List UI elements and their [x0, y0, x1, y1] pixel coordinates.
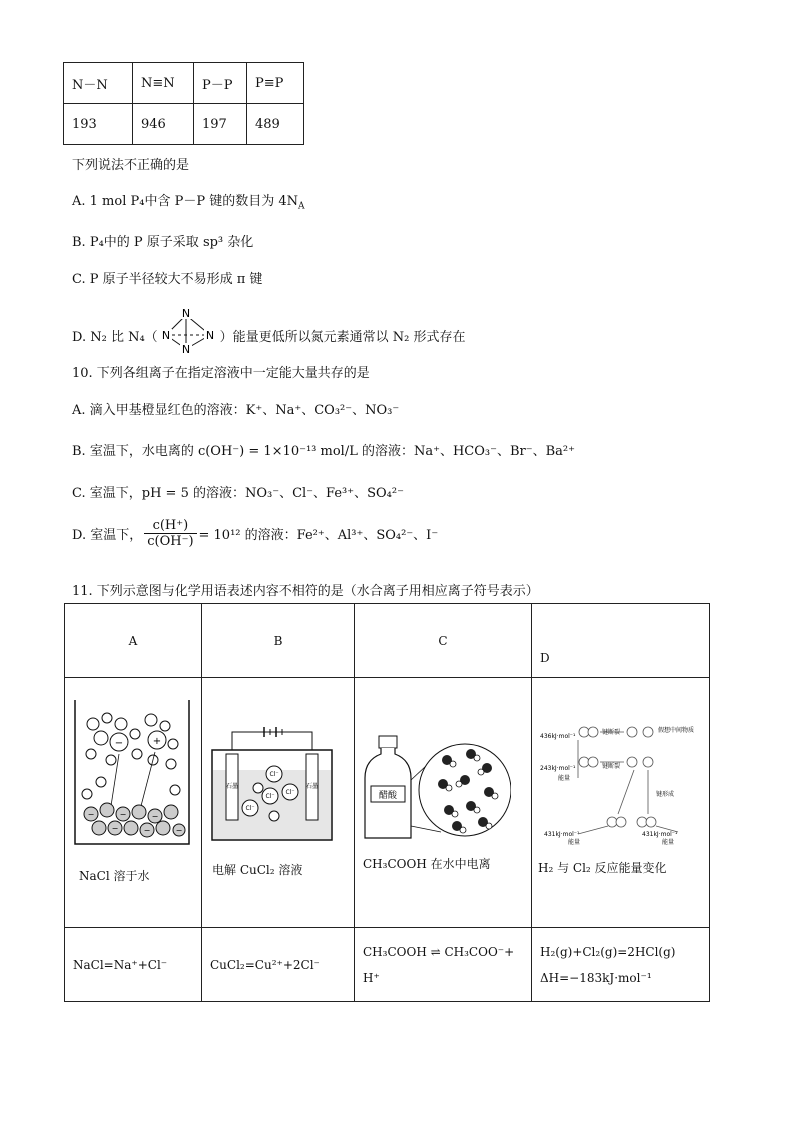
ion-label: Cl⁻ — [285, 789, 295, 796]
bottle-label: 醋酸 — [378, 791, 398, 801]
fraction-denominator: c(OH⁻) — [147, 534, 194, 549]
table-row — [65, 678, 710, 928]
q9-a-prefix: A. 1 mol — [72, 194, 131, 209]
energy-label-h2: 436kJ·mol⁻¹ — [540, 733, 576, 740]
caption-b: 电解 CuCl₂ 溶液 — [212, 863, 303, 877]
diagram-cell-b — [202, 678, 355, 928]
q9-a-sub: A — [298, 201, 305, 212]
q9-d-suffix: ）能量更低所以氮元素通常以 N₂ 形式存在 — [219, 329, 466, 345]
svg-text:−: − — [175, 826, 183, 835]
table-header-cell: P－P — [194, 63, 247, 104]
q9-b-formula: P₄ — [89, 235, 104, 250]
equation-c-line2: H⁺ — [363, 970, 380, 985]
q10-option-b: B. 室温下，水电离的 c(OH⁻) = 1×10⁻¹³ mol/L 的溶液：Na⁺、HCO₃⁻、Br⁻、Ba²⁺ — [72, 444, 575, 459]
svg-text:−: − — [119, 810, 127, 819]
hcl-energy-label: 431kJ·mol⁻¹ — [544, 831, 580, 838]
break-label: 键断裂 — [602, 729, 621, 736]
electrode-label: 石墨 — [305, 783, 319, 790]
svg-text:−: − — [151, 812, 159, 821]
table-cell: 197 — [194, 104, 247, 145]
caption-c: CH₃COOH 在水中电离 — [363, 857, 491, 871]
q11-comparison-table — [64, 603, 710, 1002]
table-cell: 946 — [133, 104, 194, 145]
q10-option-a: A. 滴入甲基橙显红色的溶液：K⁺、Na⁺、CO₃²⁻、NO₃⁻ — [72, 403, 400, 418]
q9-b-text: 中的 P 原子采取 sp³ 杂化 — [103, 235, 254, 250]
acetic-acid-ionization-diagram — [361, 734, 511, 844]
equation-c-line1: CH₃COOH ⇌ CH₃COO⁻+ — [363, 944, 515, 959]
q9-stem: 下列说法不正确的是 — [72, 158, 190, 173]
hypo-label: 假想中间物质 — [658, 727, 695, 734]
q10-d-prefix: D. 室温下， — [72, 528, 143, 543]
equation-d-line1: H₂(g)+Cl₂(g)=2HCl(g) — [540, 944, 676, 959]
q9-option-d — [72, 307, 466, 357]
n4-tetrahedron-diagram — [158, 307, 220, 357]
equation-d-line2: ΔH=−183kJ·mol⁻¹ — [540, 970, 652, 985]
energy-word: 能量 — [558, 775, 571, 782]
table-cell: 489 — [247, 104, 304, 145]
ion-label: Cl⁻ — [245, 805, 255, 812]
table-header-cell: N－N — [64, 63, 133, 104]
release-label: 能量 — [568, 839, 581, 846]
break-label: 键断裂 — [602, 763, 621, 770]
ion-label: Cl⁻ — [269, 771, 279, 778]
form-label: 键形成 — [656, 791, 675, 798]
fraction-numerator: c(H⁺) — [144, 518, 196, 534]
q9-option-c: C. P 原子半径较大不易形成 π 键 — [72, 272, 263, 287]
q10-d-suffix: = 10¹² 的溶液：Fe²⁺、Al³⁺、SO₄²⁻、I⁻ — [198, 528, 439, 543]
equation-cell-d — [532, 928, 710, 1002]
svg-text:−: − — [114, 738, 124, 749]
q9-option-b — [72, 231, 253, 250]
electrode-label: 石墨 — [225, 783, 239, 790]
diagram-cell-d — [532, 678, 710, 928]
table-row — [64, 104, 304, 145]
q9-d-prefix: D. N₂ 比 N₄（ — [72, 329, 158, 345]
table-header-cell: C — [355, 604, 532, 678]
equation-cell-a: NaCl=Na⁺+Cl⁻ — [65, 928, 202, 1002]
q10-option-c: C. 室温下，pH = 5 的溶液：NO₃⁻、Cl⁻、Fe³⁺、SO₄²⁻ — [72, 486, 404, 501]
q9-option-a — [72, 190, 305, 212]
table-header-cell: B — [202, 604, 355, 678]
q10-stem: 10. 下列各组离子在指定溶液中一定能大量共存的是 — [72, 366, 370, 381]
energy-label-cl2: 243kJ·mol⁻¹ — [540, 765, 576, 772]
release-label: 能量 — [662, 839, 675, 846]
table-header-cell: N≡N — [133, 63, 194, 104]
n4-atom-label: N — [181, 307, 190, 320]
table-cell: 193 — [64, 104, 133, 145]
concentration-fraction — [144, 518, 196, 549]
svg-text:+: + — [152, 736, 162, 747]
ion-label: Cl⁻ — [265, 793, 275, 800]
nacl-dissolution-diagram — [71, 694, 193, 854]
table-row — [65, 928, 710, 1002]
q10-option-d — [72, 518, 438, 549]
table-header-cell: P≡P — [247, 63, 304, 104]
q9-a-formula: P₄ — [130, 194, 145, 209]
table-row — [65, 604, 710, 678]
svg-text:−: − — [143, 826, 151, 835]
diagram-cell-a — [65, 678, 202, 928]
bond-energy-table — [63, 62, 304, 145]
hcl-energy-label: 431kJ·mol⁻¹ — [642, 831, 678, 838]
caption-a: NaCl 溶于水 — [79, 869, 150, 883]
electrolysis-diagram — [208, 724, 336, 844]
h2-cl2-energy-diagram — [538, 718, 698, 848]
caption-d: H₂ 与 Cl₂ 反应能量变化 — [538, 861, 667, 875]
svg-text:−: − — [87, 810, 95, 819]
q9-b-prefix: B. — [72, 235, 90, 250]
equation-cell-b: CuCl₂=Cu²⁺+2Cl⁻ — [202, 928, 355, 1002]
n4-atom-label: N — [205, 329, 214, 342]
n4-atom-label: N — [161, 329, 170, 342]
q9-a-text: 中含 P－P 键的数目为 4N — [144, 194, 299, 209]
q11-stem: 11. 下列示意图与化学用语表述内容不相符的是（水合离子用相应离子符号表示） — [72, 584, 539, 599]
table-row — [64, 63, 304, 104]
equation-cell-c — [355, 928, 532, 1002]
table-header-cell: D — [532, 604, 710, 678]
n4-atom-label: N — [181, 343, 190, 356]
svg-text:−: − — [111, 824, 119, 833]
table-header-cell: A — [65, 604, 202, 678]
diagram-cell-c — [355, 678, 532, 928]
